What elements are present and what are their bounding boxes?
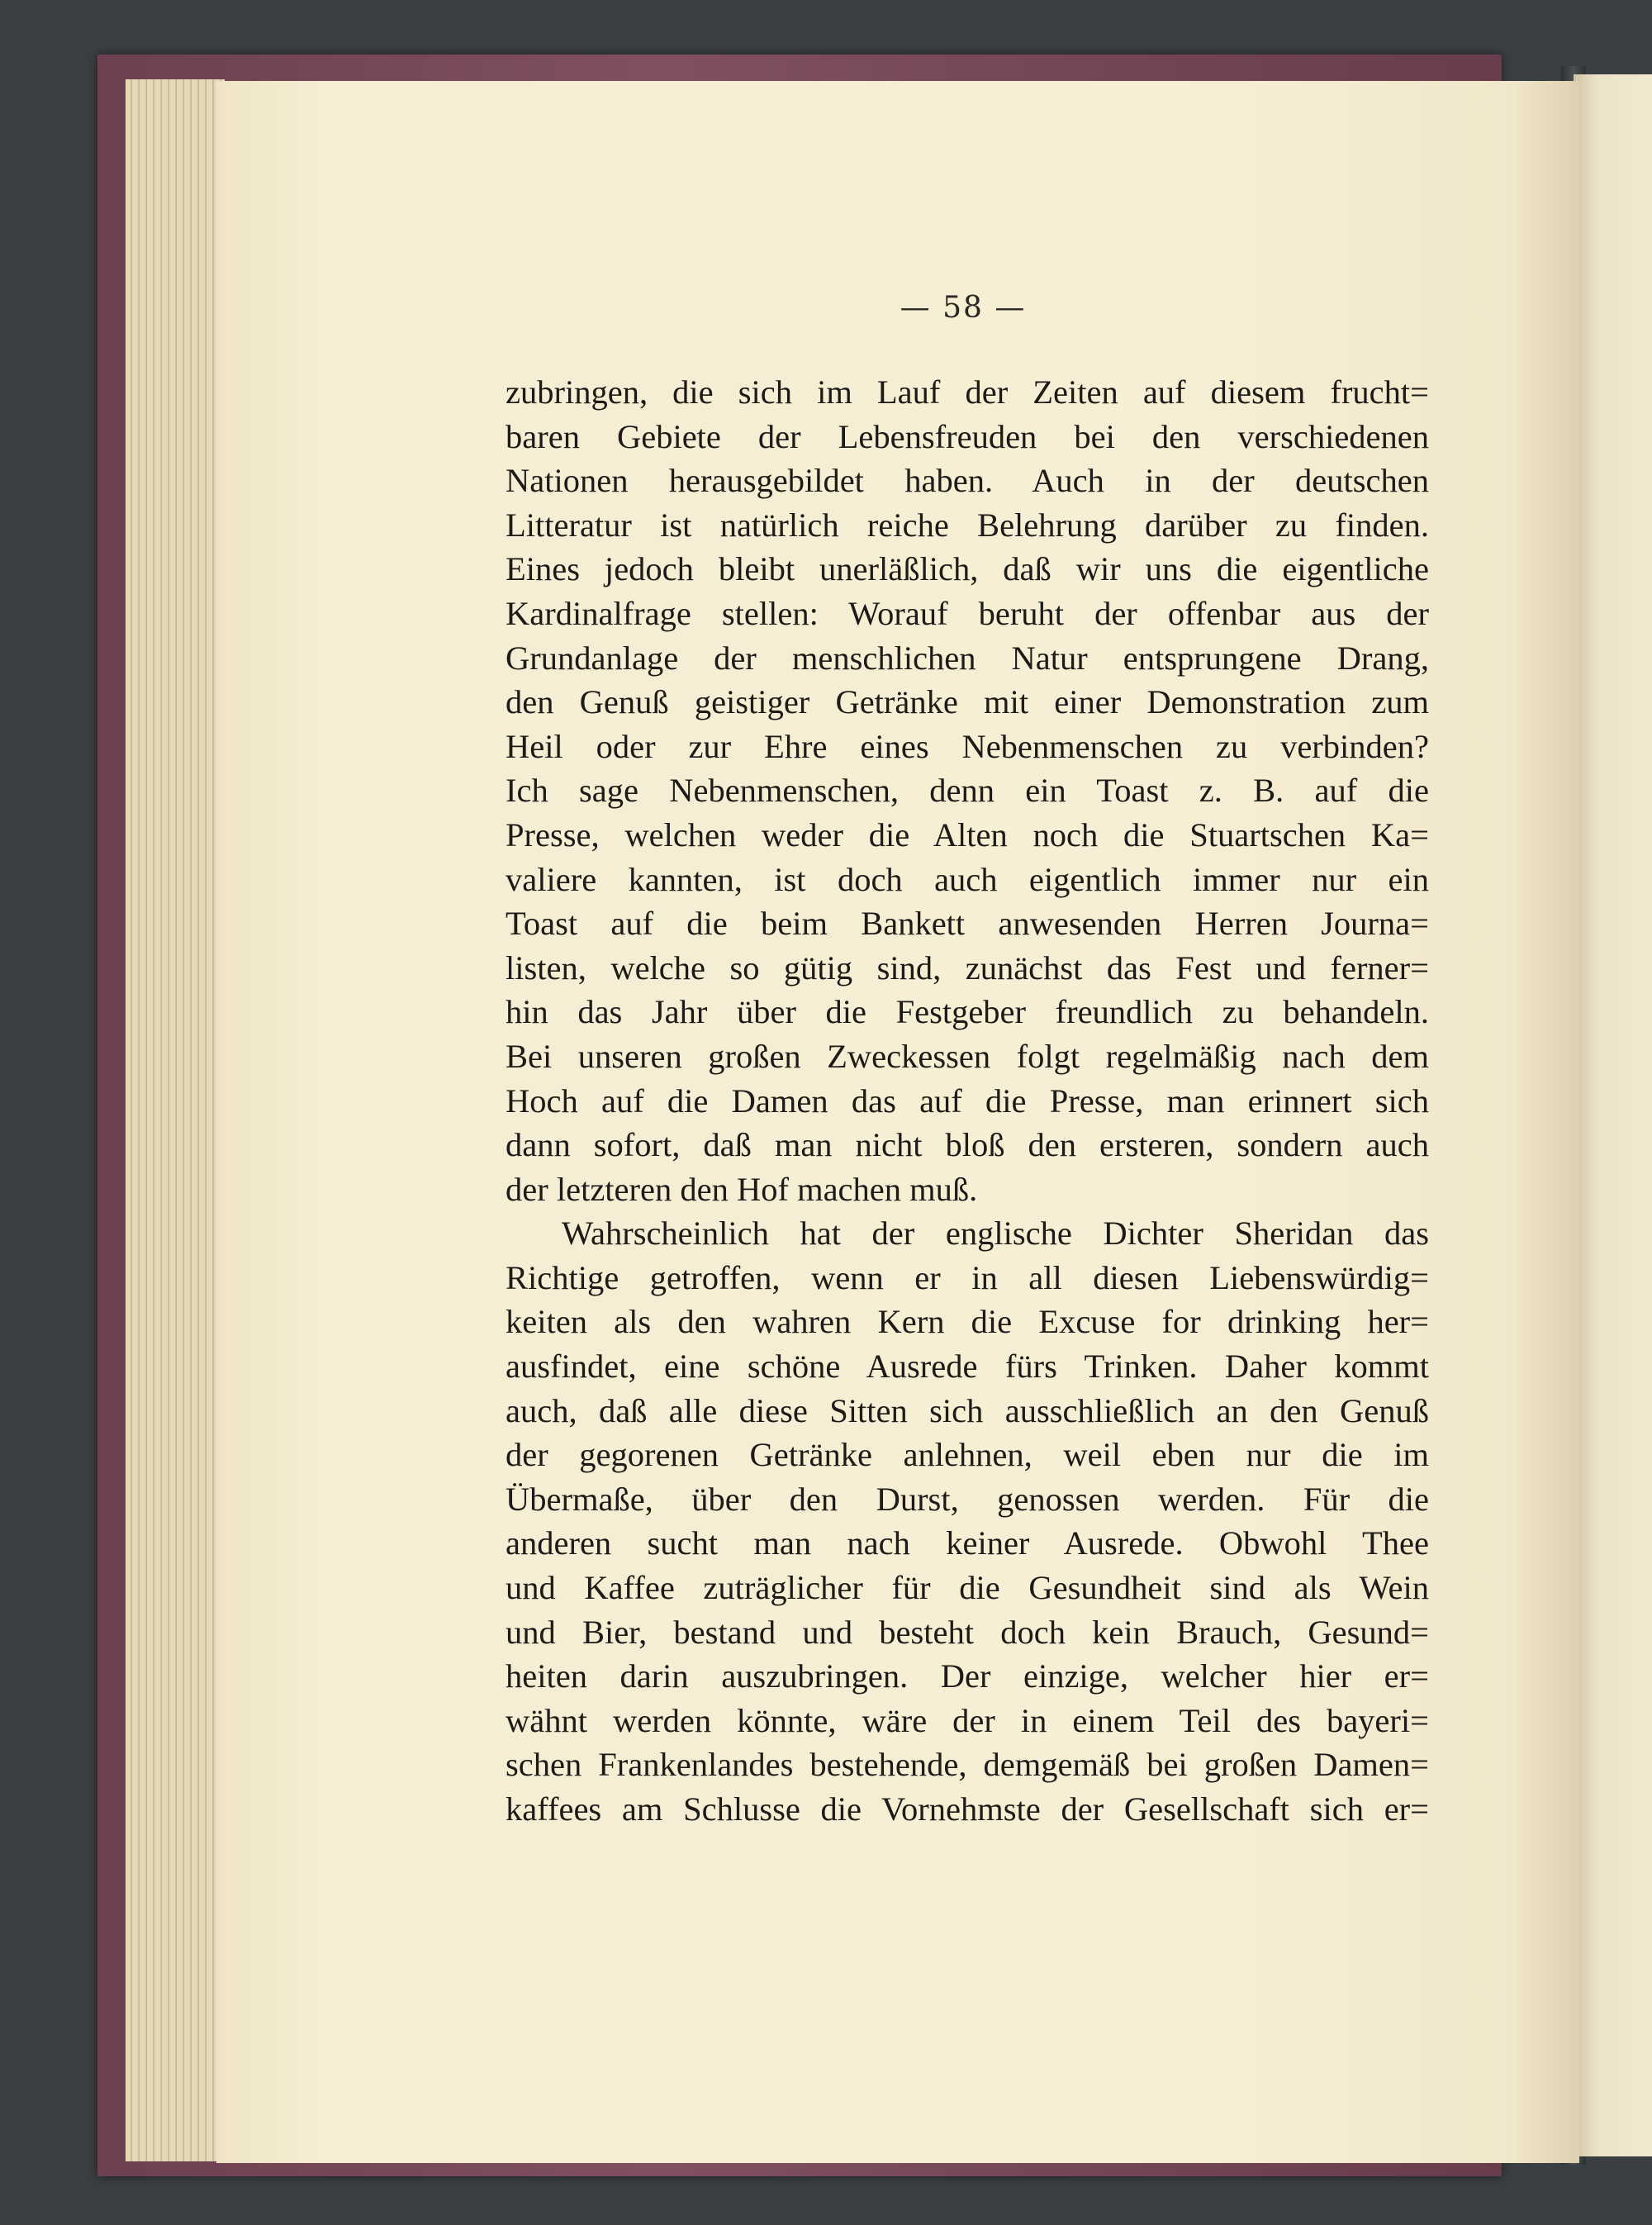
paragraph-start-line: Wahrscheinlich hat der englische Dichter Sheridan das xyxy=(562,1215,1429,1253)
text-line: Toast auf die beim Bankett anwesenden Herren Journa= xyxy=(506,905,1429,943)
text-line: keiten als den wahren Kern die Excuse for drinking her= xyxy=(506,1303,1429,1341)
text-line: kaffees am Schlusse die Vornehmste der Gesellschaft sich er= xyxy=(506,1790,1429,1828)
facing-page-edge xyxy=(1574,74,1652,2156)
text-line: Übermaße, über den Durst, genossen werden. Für die xyxy=(506,1480,1429,1518)
text-line: und Bier, bestand und besteht doch kein Brauch, Gesund= xyxy=(506,1613,1429,1651)
text-line: Eines jedoch bleibt unerläßlich, daß wir uns die eigentliche xyxy=(506,550,1429,588)
body-text xyxy=(506,370,1429,1832)
text-line: valiere kannten, ist doch auch eigentlich immer nur ein xyxy=(506,860,1429,898)
page-edges xyxy=(126,79,225,2161)
page-number: — 58 — xyxy=(900,291,1027,325)
text-line: Ich sage Nebenmenschen, denn ein Toast z. B. auf die xyxy=(506,772,1429,810)
text-line: Nationen herausgebildet haben. Auch in der deutschen xyxy=(506,462,1429,500)
text-line: der gegorenen Getränke anlehnen, weil eben nur die im xyxy=(506,1436,1429,1474)
text-line: Hoch auf die Damen das auf die Presse, man erinnert sich xyxy=(506,1082,1429,1120)
text-line: Richtige getroffen, wenn er in all diesen Liebenswürdig= xyxy=(506,1258,1429,1296)
text-line: Heil oder zur Ehre eines Nebenmenschen zu verbinden? xyxy=(506,727,1429,765)
text-line: baren Gebiete der Lebensfreuden bei den verschiedenen xyxy=(506,417,1429,455)
text-line: der letzteren den Hof machen muß. xyxy=(506,1170,978,1208)
text-line: dann sofort, daß man nicht bloß den ersteren, sondern auch xyxy=(506,1126,1429,1164)
text-line: wähnt werden könnte, wäre der in einem Teil des bayeri= xyxy=(506,1701,1429,1739)
text-line: auch, daß alle diese Sitten sich ausschließlich an den Genuß xyxy=(506,1391,1429,1429)
text-line: Litteratur ist natürlich reiche Belehrung darüber zu finden. xyxy=(506,506,1429,544)
text-line: listen, welche so gütig sind, zunächst das Fest und ferner= xyxy=(506,948,1429,987)
text-line: Grundanlage der menschlichen Natur entsprungene Drang, xyxy=(506,639,1429,677)
text-line: den Genuß geistiger Getränke mit einer Demonstration zum xyxy=(506,683,1429,721)
text-line: hin das Jahr über die Festgeber freundlich zu behandeln. xyxy=(506,993,1429,1031)
text-line: Kardinalfrage stellen: Worauf beruht der offenbar aus der xyxy=(506,594,1429,632)
text-line: heiten darin auszubringen. Der einzige, welcher hier er= xyxy=(506,1657,1429,1695)
text-line: Bei unseren großen Zweckessen folgt regelmäßig nach dem xyxy=(506,1037,1429,1075)
text-line: anderen sucht man nach keiner Ausrede. Obwohl Thee xyxy=(506,1524,1429,1562)
text-line: schen Frankenlandes bestehende, demgemäß bei großen Damen= xyxy=(506,1746,1429,1784)
text-line: Presse, welchen weder die Alten noch die Stuartschen Ka= xyxy=(506,815,1429,853)
text-line: und Kaffee zuträglicher für die Gesundheit sind als Wein xyxy=(506,1569,1429,1607)
text-line: ausfindet, eine schöne Ausrede fürs Trinken. Daher kommt xyxy=(506,1348,1429,1386)
text-line: zubringen, die sich im Lauf der Zeiten auf diesem frucht= xyxy=(506,373,1429,411)
